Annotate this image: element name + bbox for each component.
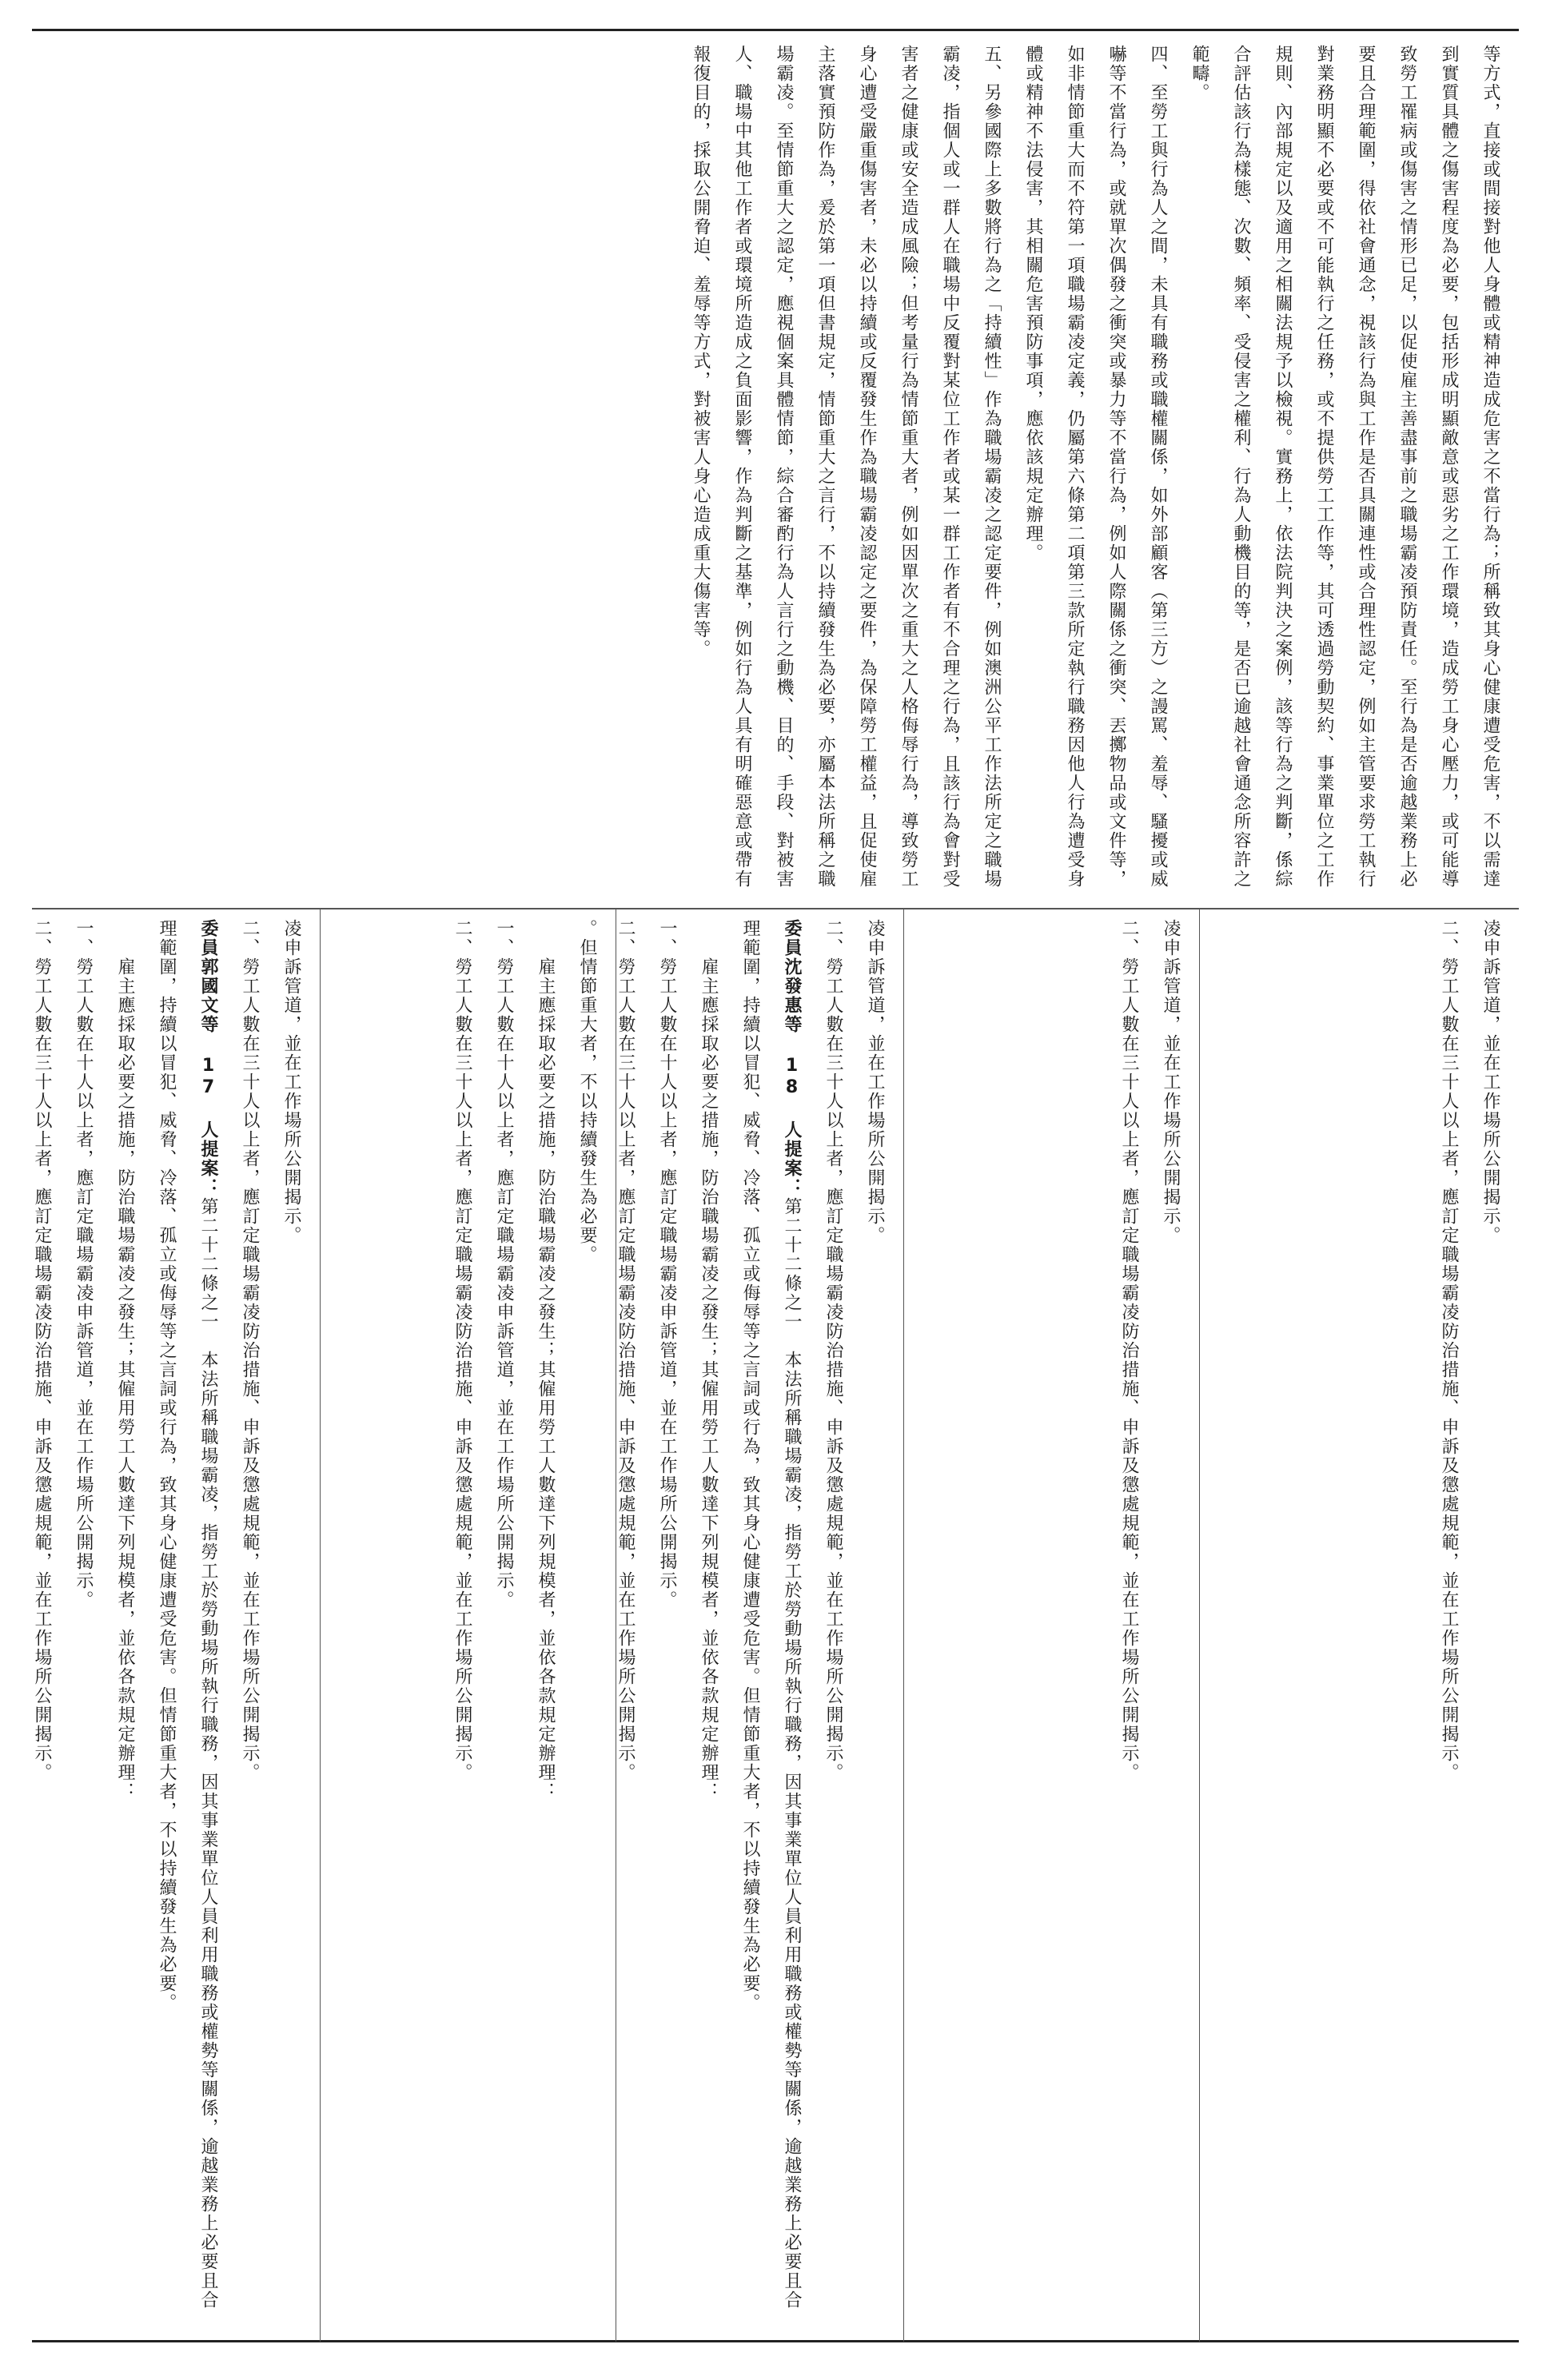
proposal-heading: 委員郭國文等 17 人提案： [198, 919, 218, 1197]
proposal-text: 凌申訴管道，並在工作場所公開揭示。 二、勞工人數在三十人以上者，應訂定職場霸凌防治措施、申訴及懲處規範，並在工作場所公開揭示。 [1119, 919, 1181, 1782]
proposal-text: 凌申訴管道，並在工作場所公開揭示。 二、勞工人數在三十人以上者，應訂定職場霸凌防治措施、申訴及懲處規範，並在工作場所公開揭示。 [1439, 919, 1500, 1782]
document-page [32, 29, 1519, 2346]
proposal-column [1207, 919, 1511, 2334]
proposal-text-after: 第二十二條之一 本法所稱職場霸凌，指勞工於勞動場所執行職務，因其事業單位人員利用職務或權勢等關係，逾越業務上必要且合理範圍，持續以冒犯、威脅、冷落、孤立或侮辱等之言詞或行為，致其身心健康遭受危害。但情節重大者，不以持續發生為必要。 雇主應採取必要之措施，防治職場霸凌之發生；其僱用勞工人數達下列規模者，並依各款規定辦理： 一、勞工人數在十人以上者，應訂定職場霸凌申訴管道，並在工作場所公開揭示。 二、勞工人數在三十人以上者，應訂定職場霸凌防治措施、申訴及懲處規範，並在工作場所公開揭示。 [32, 919, 218, 2310]
column-divider [903, 908, 904, 2342]
column-divider [1199, 908, 1200, 2342]
commentary-text: 等方式，直接或間接對他人身體或精神造成危害之不當行為；所稱致其身心健康遭受危害，不以需達到實質具體之傷害程度為必要，包括形成明顯敵意或惡劣之工作環境，造成勞工身心壓力，或可能導致勞工罹病或傷害之情形已足，以促使雇主善盡事前之職場霸凌預防責任。至行為是否逾越業務上必要且合理範圍，得依社會通念，視該行為與工作是否具關連性或合理性認定，例如主管要求勞工執行對業務明顯不必要或不可能執行之任務，或不提供勞工工作等，其可透過勞動契約、事業單位之工作規則、內部規定以及適用之相關法規予以檢視。實務上，依法院判決之案例，該等行為之判斷，係綜合評估該行為樣態、次數、頻率、受侵害之權利、行為人動機目的等，是否已逾越社會通念所容許之範疇。 四、至勞工與行為人之間，未具有職務或職權關係，如外部顧客（第三方）之謾罵、羞辱、騷擾或威嚇等不當行為，或就單次偶發之衝突或暴力等不當行為，例如人際關係之衝突、丟擲物品或文件等，如非情節重大而不符第一項職場霸凌定義，仍屬第六條第二項第三款所定執行職務因他人行為遭受身體或精神不法侵害，其相關危害預防事項，應依該規定辦理。 五、另參國際上多數將行為之「持續性」作為職場霸凌之認定要件，例如澳洲公平工作法所定之職場霸凌，指個人或一群人在職場中反覆對某位工作者或某一群工作者有不合理之行為，且該行為會對受害者之健康或安全造成風險；但考量行為情節重大者，例如因單次之重大之人格侮辱行為，導致勞工身心遭受嚴重傷害者，未必以持續或反覆發生作為職場霸凌認定之要件，為保障勞工權益，且促使雇主落實預防作為，爰於第一項但書規定，情節重大之言行，不以持續發生為必要，亦屬本法所稱之職場霸凌。至情節重大之認定，應視個案具體情節，綜合審酌行為人言行之動機、目的、手段、對被害人、職場中其他工作者或環境所造成之負面影響，作為判斷之基準，例如行為人具有明確惡意或帶有報復目的，採取公開脅迫、羞辱等方式，對被害人身心造成重大傷害等。 [691, 45, 1500, 889]
proposal-column [32, 919, 312, 2334]
proposal-body [21, 919, 312, 2326]
top-rule [32, 29, 1519, 31]
proposal-body [604, 919, 895, 2326]
proposal-column [911, 919, 1191, 2334]
proposal-text-after: 第二十二條之一 本法所稱職場霸凌，指勞工於勞動場所執行職務，因其事業單位人員利用職務或權勢等關係，逾越業務上必要且合理範圍，持續以冒犯、威脅、冷落、孤立或侮辱等之言詞或行為，致其身心健康遭受危害。但情節重大者，不以持續發生為必要。 雇主應採取必要之措施，防治職場霸凌之發生；其僱用勞工人數達下列規模者，並依各款規定辦理： 一、勞工人數在十人以上者，應訂定職場霸凌申訴管道，並在工作場所公開揭示。 二、勞工人數在三十人以上者，應訂定職場霸凌防治措施、申訴及懲處規範，並在工作場所公開揭示。 [616, 919, 802, 2310]
proposal-text: 。但情節重大者，不以持續發生為必要。 雇主應採取必要之措施，防治職場霸凌之發生；其僱用勞工人數達下列規模者，並依各款規定辦理： 一、勞工人數在十人以上者，應訂定職場霸凌申訴管道，並在工作場所公開揭示。 二、勞工人數在三十人以上者，應訂定職場霸凌防治措施、申訴及懲處規範，並在工作場所公開揭示。 [452, 919, 597, 1801]
section-divider [32, 908, 1519, 909]
proposal-text-before: 凌申訴管道，並在工作場所公開揭示。 二、勞工人數在三十人以上者，應訂定職場霸凌防治措施、申訴及懲處規範，並在工作場所公開揭示。 [240, 919, 301, 1782]
proposal-text-before: 凌申訴管道，並在工作場所公開揭示。 二、勞工人數在三十人以上者，應訂定職場霸凌防治措施、申訴及懲處規範，並在工作場所公開揭示。 [823, 919, 885, 1782]
proposal-column [616, 919, 895, 2334]
column-divider [320, 908, 321, 2342]
commentary-cell [56, 40, 1511, 903]
proposal-heading: 委員沈發惠等 18 人提案： [782, 919, 802, 1197]
bottom-rule [32, 2340, 1519, 2342]
proposal-column [328, 919, 608, 2334]
